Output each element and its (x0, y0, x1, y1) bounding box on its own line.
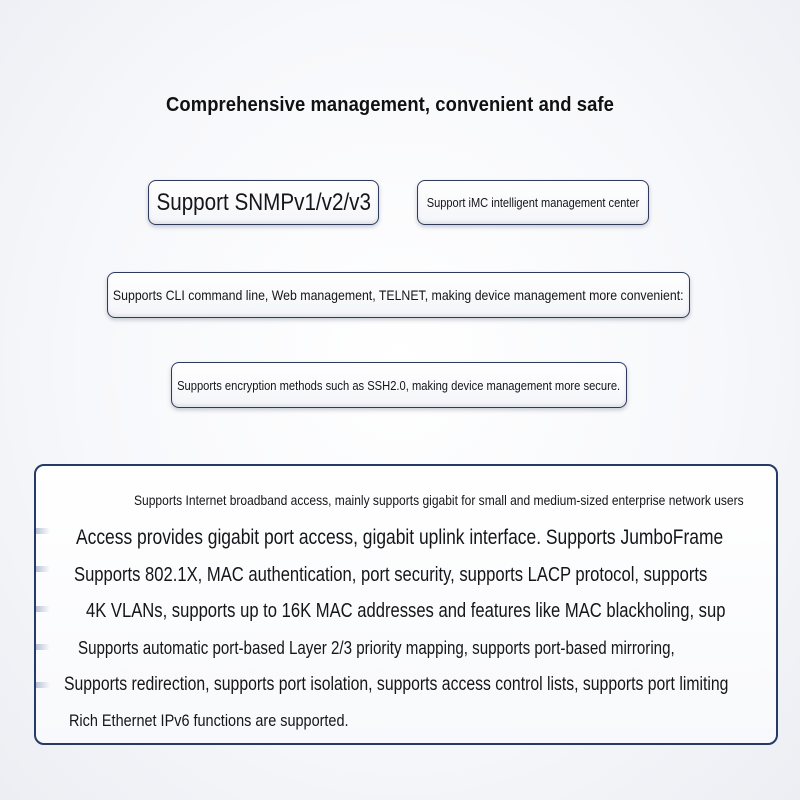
page-title: Comprehensive management, convenient and safe (166, 94, 614, 116)
feature-snmp (148, 180, 379, 225)
access-line-priority: Supports automatic port-based Layer 2/3 priority mapping, supports port-based mirroring, (78, 638, 675, 658)
decorative-tab (36, 566, 50, 572)
decorative-tab (36, 644, 50, 650)
decorative-tab (36, 682, 50, 688)
access-line-security: Supports 802.1X, MAC authentication, port security, supports LACP protocol, supports (74, 564, 708, 586)
access-line-gigabit: Access provides gigabit port access, gigabit uplink interface. Supports JumboFrame (76, 526, 724, 549)
feature-imc (417, 180, 649, 225)
access-line-ipv6: Rich Ethernet IPv6 functions are supported. (69, 711, 349, 730)
access-features-panel (34, 464, 778, 745)
access-line-broadband: Supports Internet broadband access, mainly supports gigabit for small and medium-sized enterprise network users (134, 492, 744, 508)
decorative-tab (36, 606, 50, 612)
feature-cli-label: Supports CLI command line, Web management, TELNET, making device management more convenient: (113, 287, 684, 303)
feature-snmp-label: Support SNMPv1/v2/v3 (156, 188, 371, 216)
decorative-tab (36, 528, 50, 534)
feature-imc-label: Support iMC intelligent management center (426, 195, 640, 210)
access-line-redirection: Supports redirection, supports port isolation, supports access control lists, supports port limiting (64, 674, 729, 695)
feature-ssh-label: Supports encryption methods such as SSH2.0, making device management more secure. (177, 377, 621, 393)
feature-cli-web-telnet (107, 272, 690, 318)
access-line-vlan: 4K VLANs, supports up to 16K MAC addresses and features like MAC blackholing, sup (86, 600, 726, 622)
feature-ssh-encryption (171, 362, 627, 408)
